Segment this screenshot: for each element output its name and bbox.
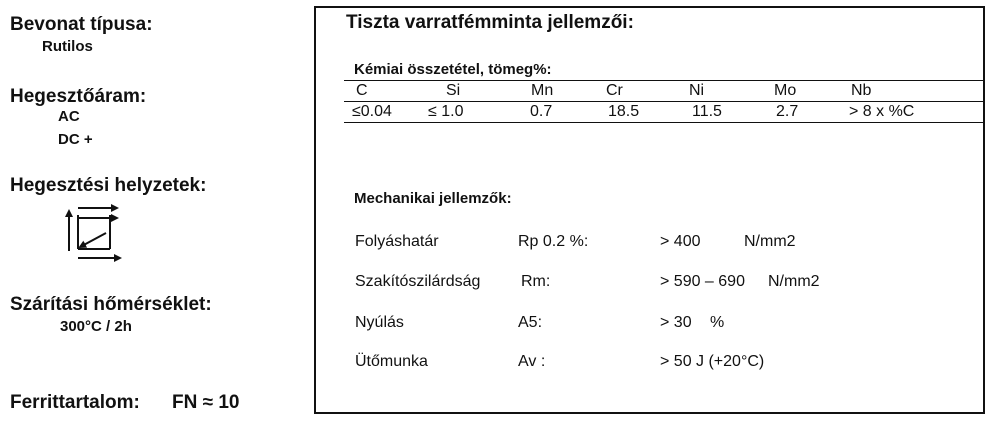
ferrite-content-label: Ferrittartalom: [10, 392, 140, 413]
welding-current-ac: AC [58, 108, 80, 125]
drying-temperature-label: Szárítási hőmérséklet: [10, 294, 212, 315]
mech-row-unit: N/mm2 [768, 273, 820, 290]
chem-value-cr: 18.5 [608, 103, 640, 120]
chem-value-mn: 0.7 [530, 103, 553, 120]
welding-positions-icon [66, 203, 130, 267]
chem-value-c: ≤0.04 [352, 103, 392, 120]
welding-current-label: Hegesztőáram: [10, 86, 147, 107]
chem-value-ni: 11.5 [692, 103, 722, 120]
mech-row-name: Ütőmunka [355, 353, 428, 370]
chem-value-si: ≤ 1.0 [428, 103, 464, 120]
coating-type-value: Rutilos [42, 38, 93, 55]
mech-row-name: Szakítószilárdság [355, 273, 481, 290]
chem-header-mn: Mn [531, 82, 554, 99]
chem-header-cr: Cr [606, 82, 623, 99]
chem-header-mo: Mo [774, 82, 797, 99]
welding-current-dc: DC + [58, 131, 93, 148]
mech-row-unit: % [710, 314, 725, 331]
mech-row-value: > 590 – 690 [660, 273, 745, 290]
mech-row-value: > 400 [660, 233, 701, 250]
mech-row-value: > 50 J (+20°C) [660, 353, 765, 370]
mech-row-unit: N/mm2 [744, 233, 796, 250]
chem-value-mo: 2.7 [776, 103, 799, 120]
chem-table-middle-rule [344, 101, 985, 102]
chem-header-si: Si [446, 82, 461, 99]
mech-row-name: Folyáshatár [355, 233, 439, 250]
drying-temperature-value: 300°C / 2h [60, 318, 132, 335]
chemical-composition-title: Kémiai összetétel, tömeg%: [354, 61, 552, 78]
chem-value-nb: > 8 x %C [849, 103, 915, 120]
mech-row-symbol: Av : [518, 353, 546, 370]
mechanical-properties-title: Mechanikai jellemzők: [354, 190, 512, 207]
chem-header-nb: Nb [851, 82, 872, 99]
mech-row-symbol: Rm: [521, 273, 551, 290]
mech-row-value: > 30 [660, 314, 692, 331]
mech-row-name: Nyúlás [355, 314, 404, 331]
panel-title: Tiszta varratfémminta jellemzői: [346, 12, 634, 33]
welding-positions-label: Hegesztési helyzetek: [10, 175, 207, 196]
ferrite-content-value: FN ≈ 10 [172, 392, 240, 413]
mech-row-symbol: Rp 0.2 %: [518, 233, 589, 250]
chem-table-bottom-rule [344, 122, 985, 123]
mech-row-symbol: A5: [518, 314, 543, 331]
chem-table-top-rule [344, 80, 985, 81]
chem-header-ni: Ni [689, 82, 705, 99]
coating-type-label: Bevonat típusa: [10, 14, 153, 35]
chem-header-c: C [356, 82, 368, 99]
